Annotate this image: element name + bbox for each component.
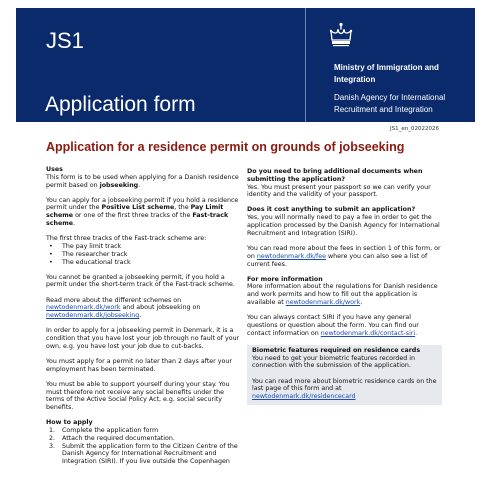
cost-text: Yes, you will normally need to pay a fee in order to get the application processed by the Danish Agency for International Recruitment and Integration (SIRI). xyxy=(247,214,440,237)
text-span: You can always contact SIRI if you have any general questions or question about the form. You can find our contact information on xyxy=(247,314,419,337)
step-text: Attach the required documentation. xyxy=(62,434,175,442)
text-span: You can read more about the fees in section 1 of this form, or on xyxy=(247,244,441,260)
right-column xyxy=(247,168,442,405)
text-span: . xyxy=(360,299,363,307)
step-number: 2. xyxy=(49,434,56,442)
uses-text: This form is to be used when applying for a Danish residence permit based on xyxy=(46,173,239,189)
read-more-paragraph xyxy=(46,297,242,320)
form-code: JS1 xyxy=(46,28,84,53)
agency-name: Danish Agency for International Recruitment and Integration xyxy=(334,93,446,114)
text-span: . xyxy=(415,329,418,337)
uses-heading: Uses xyxy=(46,166,63,173)
eligibility-paragraph xyxy=(46,197,242,228)
biometric-heading: Biometric features required on residence cards xyxy=(252,346,421,354)
work-link[interactable]: newtodenmark.dk/work xyxy=(285,299,361,307)
residencecard-link[interactable]: newtodenmark.dk/residencecard xyxy=(252,393,356,401)
form-title: Application form xyxy=(45,93,196,116)
text-span: Read more about the different schemes on xyxy=(46,296,182,304)
list-item: • The researcher track xyxy=(46,251,242,259)
uses-section xyxy=(46,166,242,189)
list-item: • The pay limit track xyxy=(46,243,242,251)
document-id: JS1_en_02022026 xyxy=(390,126,439,132)
text-span: You can apply for a jobseeking permit if you hold a residence permit under the xyxy=(46,196,239,212)
uses-text-end: . xyxy=(138,181,141,189)
ministry-name: Ministry of Immigration and Integration xyxy=(334,63,439,84)
more-info-section xyxy=(247,276,442,307)
positive-list-bold: Positive List scheme xyxy=(101,204,175,212)
header-divider xyxy=(305,8,306,122)
page-title: Application for a residence permit on grounds of jobseeking xyxy=(46,140,405,154)
step-text: Submit the application form to the Citizen Centre of the Danish Agency for International Recruitment and Integration (SIRI). If you live outside the Copenhagen xyxy=(62,442,238,466)
fee-link[interactable]: newtodenmark.dk/fee xyxy=(256,252,327,260)
tracks-intro: The first three tracks of the Fast-track scheme are: xyxy=(46,235,207,243)
step-number: 1. xyxy=(49,427,56,435)
contact-paragraph xyxy=(247,314,442,337)
condition-paragraph: In order to apply for a jobseeking permit in Denmark, it is a condition that you have lost your job through no fault of your own, e.g. you have lost your job due to cut-backs. xyxy=(46,327,240,350)
cost-heading: Does it cost anything to submit an application? xyxy=(247,206,416,214)
list-item xyxy=(46,427,242,435)
jobseeking-link[interactable]: newtodenmark.dk/jobseeking xyxy=(46,312,140,320)
left-column xyxy=(46,166,242,466)
list-item xyxy=(46,443,242,466)
text-span: , the xyxy=(174,204,191,212)
tracks-list xyxy=(46,243,242,266)
support-paragraph: You must be able to support yourself during your stay. You must therefore not receive any social benefits under the terms of the Active Social Policy Act, e.g. social security benefits. xyxy=(46,380,230,412)
deadline-paragraph: You must apply for a permit no later than 2 days after your employment has been terminated. xyxy=(46,357,232,373)
fast-track-bold: Fast-track scheme xyxy=(46,212,229,228)
text-span: You can read more about biometric residence cards on the last page of this form and at xyxy=(252,377,437,393)
cost-section xyxy=(247,206,442,237)
text-span: or one of the first three tracks of the xyxy=(73,212,193,220)
biometric-text: You need to get your biometric features recorded in connection with the submission of the application. xyxy=(252,354,416,370)
list-item: • The educational track xyxy=(46,259,242,267)
how-to-apply-heading: How to apply xyxy=(46,419,93,427)
list-item xyxy=(46,435,242,443)
more-info-heading: For more information xyxy=(247,275,323,283)
crown-logo-icon xyxy=(329,22,353,50)
header-banner xyxy=(16,8,475,122)
text-span: . xyxy=(73,220,76,228)
documents-heading: Do you need to bring additional documents when submitting the application? xyxy=(247,168,423,183)
text-span: More information about the regulations for Danish residence and work permits and how to fill out the application is available at xyxy=(247,283,438,307)
fee-paragraph xyxy=(247,245,442,268)
work-link[interactable]: newtodenmark.dk/work xyxy=(46,304,121,312)
text-span: and about jobseeking on xyxy=(120,304,201,312)
step-text: Complete the application form xyxy=(62,427,159,435)
documents-section xyxy=(247,168,442,199)
short-term-paragraph: You cannot be granted a jobseeking permit, if you hold a permit under the short-term track of the Fast-track scheme. xyxy=(46,273,235,289)
biometric-box xyxy=(247,345,442,405)
text-span: where you can also see a list of current fees. xyxy=(247,252,428,268)
text-span: . xyxy=(139,312,142,320)
pay-limit-bold: Pay Limit scheme xyxy=(46,204,224,220)
biometric-more xyxy=(252,378,439,401)
documents-text: Yes. You must present your passport so we can verify your identity and the validity of your passport. xyxy=(247,183,431,199)
steps-list xyxy=(46,427,242,466)
uses-bold: jobseeking xyxy=(99,181,139,189)
contact-link[interactable]: newtodenmark.dk/contact-siri xyxy=(320,329,416,337)
step-number: 3. xyxy=(49,442,56,450)
